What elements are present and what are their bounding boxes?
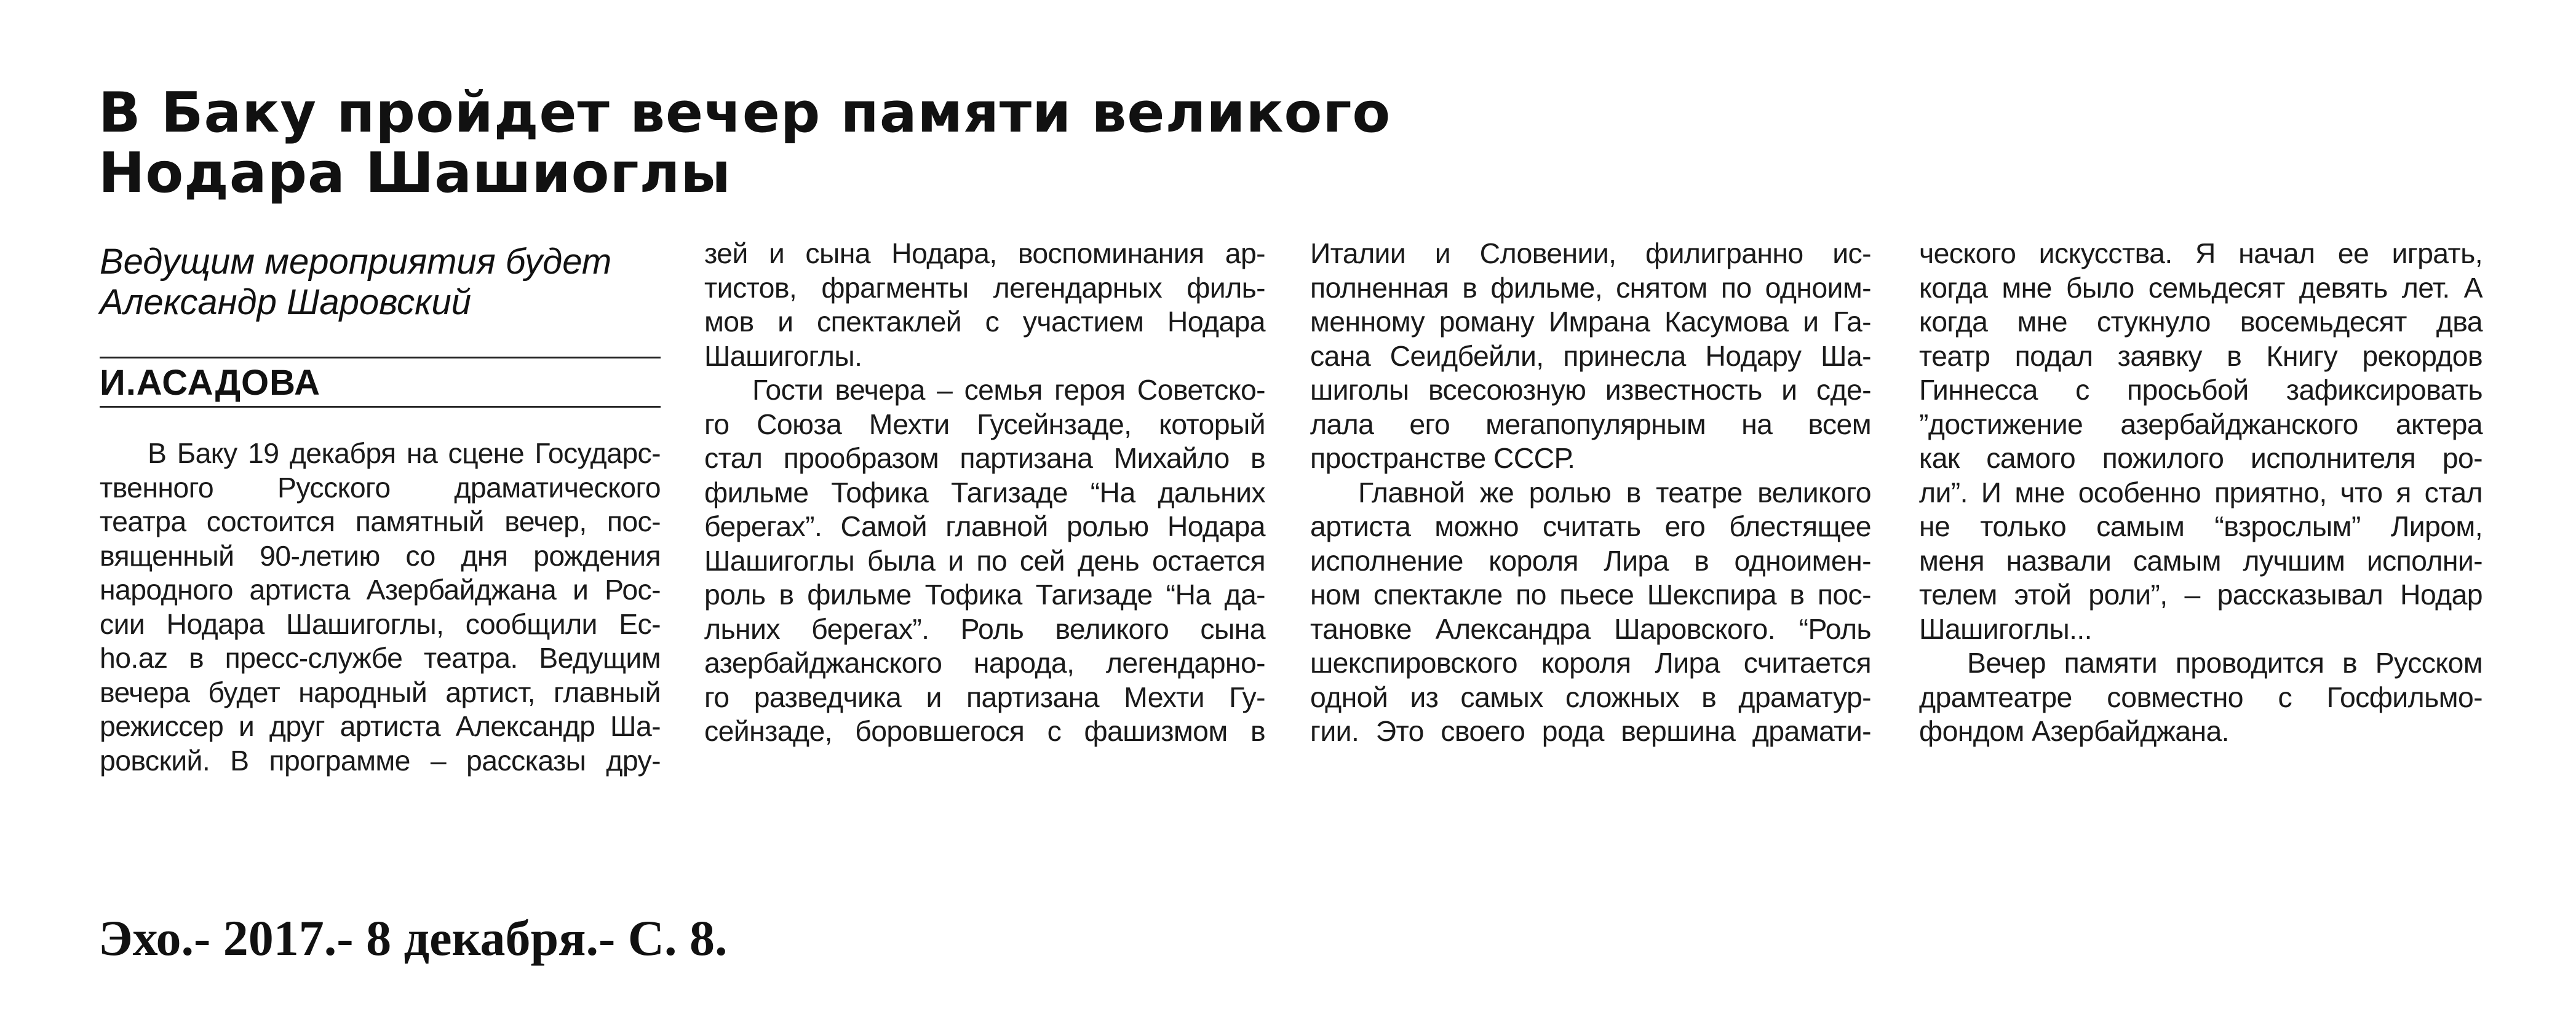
text-line: одной из самых сложных в драматур- [1310, 681, 1871, 713]
text-line: театра состоится памятный вечер, пос- [100, 505, 661, 537]
text-column-2 [704, 237, 1265, 749]
text-line: ”достижение азербайджанского актера [1919, 408, 2483, 440]
text-line: стал прообразом партизана Михайло в [704, 442, 1265, 474]
source-citation: Эхо.- 2017.- 8 декабря.- С. 8. [98, 910, 728, 966]
subtitle-line-1: Ведущим мероприятия будет [100, 242, 612, 282]
subtitle [100, 242, 666, 323]
text-line: мов и спектаклей с участием Нодара [704, 306, 1265, 338]
text-line: вященный 90-летию со дня рождения [100, 539, 661, 572]
text-line: когда мне стукнуло восемьдесят два [1919, 306, 2483, 338]
text-line: меня назвали самым лучшим исполни- [1919, 544, 2483, 577]
text-line: Главной же ролью в театре великого [1358, 476, 1871, 509]
text-line: артиста можно считать его блестящее [1310, 510, 1871, 542]
text-line: ном спектакле по пьесе Шекспира в пос- [1310, 579, 1871, 611]
text-line: сейнзаде, боровшегося с фашизмом в [704, 715, 1265, 747]
text-line: Вечер памяти проводится в Русском [1967, 647, 2483, 679]
text-line: В Баку 19 декабря на сцене Государс- [148, 437, 661, 469]
text-line: фильме Тофика Тагизаде “На дальних [704, 476, 1265, 509]
text-line: шиголы всесоюзную известность и сде- [1310, 374, 1871, 406]
text-line: менному роману Имрана Касумова и Га- [1310, 306, 1871, 338]
headline [98, 83, 1698, 204]
text-line: сии Нодара Шашигоглы, сообщили Ec- [100, 607, 661, 640]
text-line: лала его мегапопулярным на всем [1310, 408, 1871, 440]
text-line: гии. Это своего рода вершина драмати- [1310, 715, 1871, 747]
text-line: телем этой роли”, – рассказывал Нодар [1919, 579, 2483, 611]
text-line: народного артиста Азербайджана и Рос- [100, 574, 661, 606]
text-line: роль в фильме Тофика Тагизаде “На да- [704, 579, 1265, 611]
text-column-1 [100, 437, 661, 778]
text-line: берегах”. Самой главной ролью Нодара [704, 510, 1265, 542]
text-line: вечера будет народный артист, главный [100, 676, 661, 708]
text-line: театр подал заявку в Книгу рекордов [1919, 339, 2483, 372]
text-line: полненная в фильме, снятом по одноим- [1310, 271, 1871, 304]
text-line: Шашигоглы была и по сей день остается [704, 544, 1265, 577]
text-line: сана Сеидбейли, принесла Нодару Ша- [1310, 339, 1871, 372]
text-line: зей и сына Нодара, воспоминания ар- [704, 237, 1265, 269]
text-line: ровский. В программе – рассказы дру- [100, 744, 661, 777]
text-line: ческого искусства. Я начал ее играть, [1919, 237, 2483, 269]
headline-line-1: В Баку пройдет вечер памяти великого [98, 81, 1391, 145]
divider-top [100, 357, 661, 358]
text-column-3 [1310, 237, 1871, 749]
text-line: как самого пожилого исполнителя ро- [1919, 442, 2483, 474]
text-line: твенного Русского драматического [100, 471, 661, 504]
text-line: тистов, фрагменты легендарных филь- [704, 271, 1265, 304]
text-line: драмтеатре совместно с Госфильмо- [1919, 681, 2483, 713]
text-line: льних берегах”. Роль великого сына [704, 612, 1265, 645]
subtitle-line-2: Александр Шаровский [100, 282, 472, 322]
text-line: не только самым “взрослым” Лиром, [1919, 510, 2483, 542]
text-line: пространстве СССР. [1310, 442, 1575, 474]
headline-line-2: Нодара Шашиоглы [98, 141, 731, 205]
text-line: Гиннесса с просьбой зафиксировать [1919, 374, 2483, 406]
text-line: ли”. И мне особенно приятно, что я стал [1919, 476, 2483, 509]
text-line: ho.az в пресс-службе театра. Ведущим [100, 642, 661, 674]
text-line: когда мне было семьдесят девять лет. А [1919, 271, 2483, 304]
text-line: го разведчика и партизана Мехти Гу- [704, 681, 1265, 713]
text-line: тановке Александра Шаровского. “Роль [1310, 612, 1871, 645]
text-column-4 [1919, 237, 2483, 749]
text-line: Италии и Словении, филигранно ис- [1310, 237, 1871, 269]
text-line: исполнение короля Лира в одноимен- [1310, 544, 1871, 577]
text-line: режиссер и друг артиста Александр Ша- [100, 710, 661, 742]
text-line: шекспировского короля Лира считается [1310, 647, 1871, 679]
text-line: го Союза Мехти Гусейнзаде, который [704, 408, 1265, 440]
text-line: фондом Азербайджана. [1919, 715, 2229, 747]
text-line: Шашигоглы... [1919, 612, 2092, 645]
text-line: Шашигоглы. [704, 339, 862, 372]
divider-bottom [100, 406, 661, 408]
text-line: азербайджанского народа, легендарно- [704, 647, 1265, 679]
text-line: Гости вечера – семья героя Советско- [752, 374, 1265, 406]
author-byline: И.АСАДОВА [100, 363, 321, 403]
